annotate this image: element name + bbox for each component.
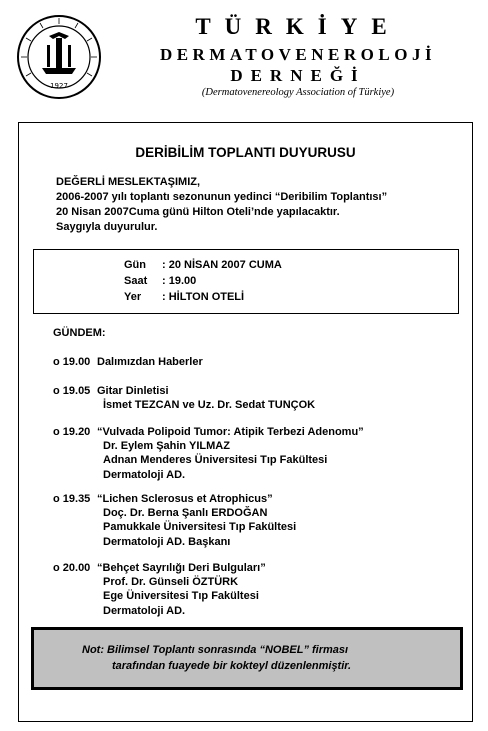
agenda-department: Dermatoloji AD. (103, 604, 186, 617)
detail-value: : 20 NİSAN 2007 CUMA (162, 259, 282, 271)
agenda-speaker: Dr. Eylem Şahin YILMAZ (103, 440, 230, 453)
agenda-heading: GÜNDEM: (53, 327, 106, 339)
announcement-title: DERİBİLİM TOPLANTI DUYURUSU (135, 145, 356, 160)
agenda-time: o 20.00 (53, 562, 91, 574)
svg-text:1927: 1927 (50, 82, 68, 90)
org-subtitle: (Dermatovenereology Association of Türkiye) (201, 87, 395, 98)
intro-line: 20 Nisan 2007Cuma günü Hilton Oteli’nde yapılacaktır. (56, 206, 340, 218)
agenda-item (53, 384, 315, 412)
agenda-time: o 19.00 (53, 356, 91, 368)
intro-line: DEĞERLİ MESLEKTAŞIMIZ, (56, 176, 201, 188)
detail-time (124, 275, 196, 287)
cocktail-note-box (31, 627, 463, 690)
agenda-affiliation: Ege Üniversitesi Tıp Fakültesi (103, 590, 259, 603)
detail-value: : HİLTON OTELİ (162, 291, 245, 303)
org-title-line1: TÜRKİYE (195, 14, 401, 39)
agenda-title: “Lichen Sclerosus et Atrophicus” (97, 493, 273, 505)
detail-day (124, 259, 282, 271)
note-line: Not: Bilimsel Toplantı sonrasında “NOBEL” firması (82, 644, 349, 656)
announcement-frame (18, 122, 473, 722)
detail-value: : 19.00 (162, 275, 197, 287)
association-seal-logo (16, 14, 102, 100)
agenda-item (53, 561, 266, 618)
note-line: tarafından fuayede bir kokteyl düzenlenmiştir. (112, 660, 352, 672)
agenda-item (53, 355, 203, 369)
agenda-department: Dermatoloji AD. Başkanı (103, 535, 231, 548)
org-title-line2: DERMATOVENEROLOJİ (159, 45, 437, 64)
detail-place (124, 291, 244, 303)
agenda-affiliation: Adnan Menderes Üniversitesi Tıp Fakültesi (103, 454, 328, 467)
agenda-time: o 19.05 (53, 385, 91, 397)
intro-line: 2006-2007 yılı toplantı sezonunun yedinci “Deribilim Toplantısı” (56, 191, 388, 203)
agenda-title: Dalımızdan Haberler (97, 356, 203, 368)
org-title-line3: DERNEĞİ (230, 66, 366, 85)
agenda-speaker: Doç. Dr. Berna Şanlı ERDOĞAN (103, 507, 268, 520)
agenda-affiliation: Pamukkale Üniversitesi Tıp Fakültesi (103, 521, 297, 534)
event-details-box (33, 249, 459, 314)
agenda-speaker: İsmet TEZCAN ve Uz. Dr. Sedat TUNÇOK (103, 399, 316, 412)
agenda-speaker: Prof. Dr. Günseli ÖZTÜRK (103, 576, 239, 589)
agenda-item (53, 425, 364, 482)
agenda-title: Gitar Dinletisi (97, 385, 169, 397)
detail-label: Saat (124, 275, 148, 287)
agenda-title: “Behçet Sayrılığı Deri Bulguları” (97, 562, 266, 574)
agenda-department: Dermatoloji AD. (103, 468, 186, 481)
agenda-item (53, 492, 296, 549)
detail-label: Yer (124, 291, 142, 303)
detail-label: Gün (124, 259, 146, 271)
intro-text (56, 175, 387, 235)
agenda-time: o 19.35 (53, 493, 91, 505)
agenda-time: o 19.20 (53, 426, 91, 438)
agenda-title: “Vulvada Polipoid Tumor: Atipik Terbezi Adenomu” (97, 426, 364, 438)
intro-line: Saygıyla duyurulur. (56, 221, 158, 233)
